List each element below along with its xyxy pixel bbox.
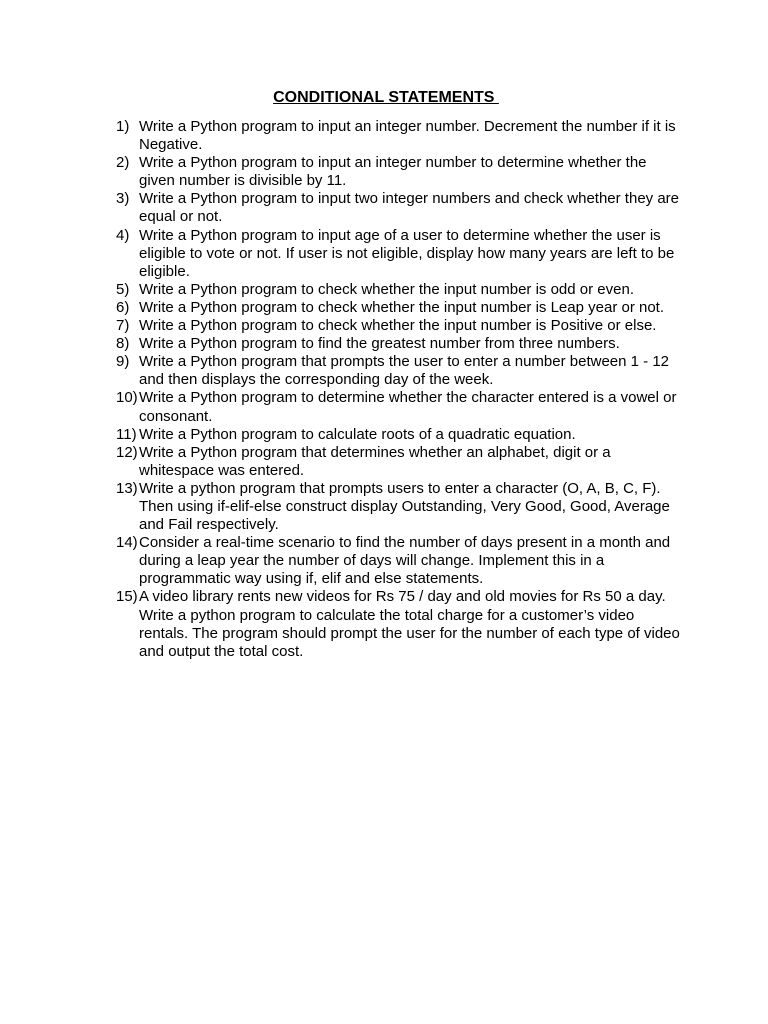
question-list — [116, 118, 682, 661]
question-number: 6) — [116, 298, 130, 316]
question-number: 12) — [116, 443, 138, 461]
question-text: A video library rents new videos for Rs 75 / day and old movies for Rs 50 a day. Write a python program to calculate the total charge for a customer’s video rentals. The program should prompt the user for the number of each type of video and output the total cost. — [139, 588, 680, 660]
list-item — [116, 317, 682, 335]
question-text: Write a Python program to determine whether the character entered is a vowel or consonant. — [139, 389, 677, 425]
question-number: 10) — [116, 389, 138, 407]
question-number: 3) — [116, 190, 130, 208]
list-item — [116, 281, 682, 299]
question-number: 9) — [116, 353, 130, 371]
question-number: 13) — [116, 479, 138, 497]
question-text: Write a Python program to input two integer numbers and check whether they are equal or not. — [139, 190, 680, 226]
list-item — [116, 426, 682, 444]
list-item — [116, 118, 682, 154]
question-text: Write a Python program that prompts the user to enter a number between 1 - 12 and then displays the corresponding day of the week. — [139, 353, 670, 389]
question-text: Write a Python program to check whether the input number is Positive or else. — [139, 317, 657, 335]
list-item — [116, 444, 682, 480]
question-text: Write a Python program that determines whether an alphabet, digit or a whitespace was entered. — [139, 443, 611, 479]
question-text: Write a Python program to find the greatest number from three numbers. — [139, 335, 620, 353]
list-item — [116, 534, 682, 588]
question-text: Write a Python program to calculate roots of a quadratic equation. — [139, 425, 576, 443]
question-text: Write a Python program to check whether the input number is Leap year or not. — [139, 298, 664, 316]
question-text: Write a Python program to input age of a user to determine whether the user is eligible to vote or not. If user is not eligible, display how many years are left to be eligible. — [139, 226, 675, 280]
question-number: 1) — [116, 118, 130, 135]
question-text: Write a Python program to input an integer number. Decrement the number if it is Negative. — [139, 118, 676, 154]
question-number: 7) — [116, 317, 130, 335]
list-item — [116, 588, 682, 660]
list-item — [116, 227, 682, 281]
list-item — [116, 154, 682, 190]
question-text: Write a Python program to check whether the input number is odd or even. — [139, 280, 634, 298]
list-item — [116, 335, 682, 353]
question-number: 2) — [116, 154, 130, 172]
question-number: 11) — [116, 425, 137, 443]
question-number: 14) — [116, 534, 138, 552]
question-text: Write a python program that prompts users to enter a character (O, A, B, C, F). Then using if-elif-else construct display Outstanding, Very Good, Good, Average and Fail respectively. — [139, 479, 670, 534]
list-item — [116, 190, 682, 226]
question-number: 4) — [116, 226, 130, 244]
question-number: 5) — [116, 280, 130, 298]
question-number: 15) — [116, 588, 138, 606]
question-text: Write a Python program to input an integer number to determine whether the given number is divisible by 11. — [139, 154, 647, 190]
list-item — [116, 353, 682, 389]
list-item — [116, 299, 682, 317]
page-title: CONDITIONAL STATEMENTS — [273, 89, 499, 106]
list-item — [116, 480, 682, 534]
question-number: 8) — [116, 335, 130, 353]
question-text: Consider a real-time scenario to find the number of days present in a month and during a leap year the number of days will change. Implement this in a programmatic way using if, elif and else statements. — [139, 534, 671, 588]
list-item — [116, 389, 682, 425]
